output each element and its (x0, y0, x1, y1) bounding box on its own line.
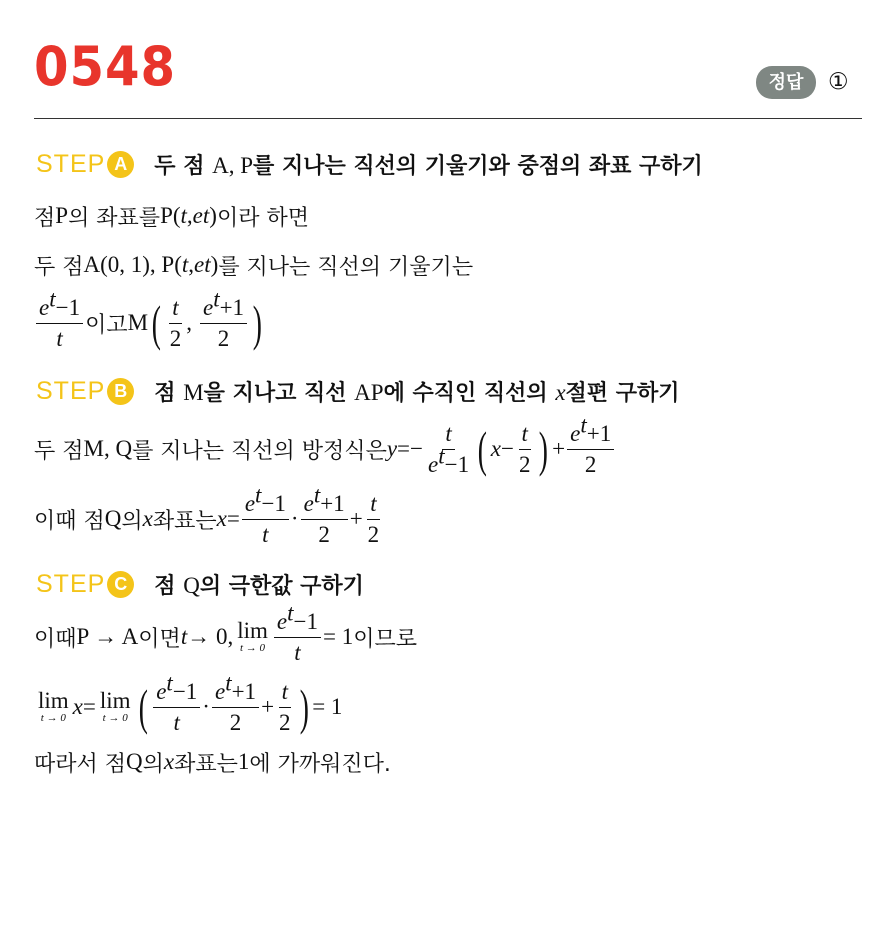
t-half-fraction (276, 679, 294, 735)
math-var: e (39, 295, 50, 321)
math: − (410, 436, 424, 461)
exponent: t (313, 482, 321, 508)
limit-operator (38, 689, 69, 725)
text: 두 점 (34, 254, 84, 280)
solution-line-8 (34, 744, 391, 780)
limit-operator (237, 619, 268, 655)
step-b-heading (36, 373, 679, 409)
math-var: e (214, 679, 226, 705)
math-var: x (216, 506, 227, 531)
lim-subscript: t → 0 (40, 711, 66, 724)
text: 따라서 점 (34, 751, 127, 777)
midpoint-y-fraction (212, 670, 259, 735)
text: 를 지나는 직선의 기울기는 (218, 254, 474, 280)
math-var: e (303, 491, 314, 517)
math-var: t (173, 709, 180, 735)
math-var: e (244, 491, 256, 517)
math: 2 (169, 325, 182, 351)
text: 좌표는 (174, 751, 238, 777)
step-label: STEP (36, 149, 106, 178)
close-paren: ) (299, 679, 309, 735)
math: · (290, 506, 299, 531)
step-label: STEP (36, 569, 106, 598)
t-half-fraction (365, 491, 383, 547)
math-var: e (202, 295, 214, 321)
exponent: t (213, 286, 220, 312)
math: 2 (279, 709, 291, 735)
text: 이고 (85, 312, 128, 338)
math-var: t (521, 421, 528, 447)
text: 에 가까워진다. (249, 751, 391, 777)
math-var: x (555, 379, 566, 405)
math-var: x (142, 506, 153, 531)
math: A(0, 1), P( (83, 252, 182, 277)
header-rule (34, 118, 862, 119)
lim-word: lim (99, 687, 131, 713)
text: 의 (142, 751, 164, 777)
math: = (226, 506, 240, 531)
text: 이때 점 (34, 508, 105, 534)
step-a-badge: A (107, 151, 134, 178)
slope-fraction (153, 670, 200, 735)
text: 점 (154, 573, 184, 599)
exponent: t (287, 600, 294, 626)
step-a-title-text-2: 를 지나는 직선의 기울기와 중점의 좌표 구하기 (253, 153, 703, 179)
math: , (186, 203, 193, 228)
math: , (188, 252, 195, 277)
math-var: t (56, 325, 63, 351)
text: 이라 하면 (216, 205, 309, 231)
math: + (349, 506, 363, 531)
exponent: t (438, 442, 445, 468)
solution-line-4 (34, 412, 616, 480)
lim-word: lim (237, 617, 268, 643)
midpoint-x-fraction (167, 295, 185, 351)
open-paren: ( (477, 421, 488, 477)
math-var: t (262, 521, 269, 547)
text: 의 극한값 구하기 (199, 573, 364, 599)
midpoint-y-fraction (200, 286, 247, 351)
math-var: x (72, 694, 83, 719)
exponent: t (580, 412, 587, 438)
text: 이므로 (353, 626, 417, 652)
text: 을 지나고 직선 (203, 380, 355, 406)
math: 2 (318, 521, 330, 547)
close-paren: ) (539, 421, 549, 477)
text: 의 (121, 508, 143, 534)
text: 이때 (34, 626, 77, 652)
math: −1 (172, 679, 198, 705)
math: ) (210, 252, 219, 277)
step-a-title (154, 149, 702, 180)
exponent: t (166, 670, 173, 696)
math-var: x (490, 436, 501, 461)
math: +1 (219, 295, 245, 321)
slope-fraction (274, 600, 321, 665)
math: −1 (55, 295, 81, 321)
math: = 1 (322, 624, 354, 649)
step-c-badge: C (107, 571, 134, 598)
math-var: e (276, 609, 288, 635)
slope-fraction (242, 482, 289, 547)
step-a-heading (36, 146, 703, 182)
math: = (82, 694, 96, 719)
solution-line-1: 점 P 의 좌표를 P( t , e t ) 이라 하면 (34, 198, 309, 234)
lim-subscript: t → 0 (240, 641, 266, 654)
open-paren: ( (151, 295, 161, 351)
step-a-title-text: 두 점 (154, 153, 213, 179)
math: Q (183, 572, 200, 598)
math-var: t (370, 491, 377, 517)
answer-badge: 정답 (756, 66, 816, 99)
solution-line-6 (34, 600, 417, 666)
math-var: e (570, 421, 581, 447)
math: −1 (293, 609, 318, 635)
math-var: e (194, 252, 205, 277)
text: 점 (34, 205, 56, 231)
step-a-title-math: A, P (212, 152, 254, 178)
math: −1 (261, 491, 286, 517)
math: · (202, 694, 210, 719)
math: Q (104, 506, 122, 531)
text: 를 지나는 직선의 방정식은 (132, 438, 387, 464)
problem-number: 0548 (34, 35, 176, 98)
text: 좌표는 (152, 508, 217, 534)
math: 2 (367, 521, 380, 547)
math: M (127, 310, 149, 335)
math: 1 (237, 749, 250, 774)
math: 2 (518, 451, 531, 477)
lim-word: lim (38, 687, 69, 713)
math: + (552, 436, 566, 461)
midpoint-y-fraction (301, 482, 348, 547)
math-var: t (180, 624, 188, 649)
text: 의 좌표를 (68, 205, 161, 231)
exponent: t (225, 670, 232, 696)
math: P → A (76, 624, 139, 649)
exponent: t (255, 482, 262, 508)
math: ) (209, 203, 217, 228)
step-c-heading (36, 566, 364, 602)
math: , (186, 310, 192, 335)
step-b-title (154, 376, 679, 407)
math-var: t (281, 679, 288, 705)
exponent: t (49, 286, 56, 312)
math: +1 (231, 679, 257, 705)
math: → 0, (187, 624, 234, 649)
math-var: e (156, 679, 167, 705)
math: = 1 (312, 694, 343, 719)
math-var: e (428, 451, 439, 477)
math-var: t (180, 203, 187, 228)
math: +1 (586, 421, 612, 447)
solution-line-3 (34, 286, 266, 354)
solution-line-7 (34, 670, 343, 738)
math-var: e (192, 203, 203, 228)
open-paren: ( (138, 679, 148, 735)
close-paren: ) (252, 295, 262, 351)
math: − (500, 436, 514, 461)
math-var: t (172, 295, 179, 321)
math: +1 (320, 491, 345, 517)
limit-operator (100, 689, 131, 725)
text: 두 점 (34, 438, 84, 464)
math-var: y (386, 436, 398, 461)
math-var: t (445, 421, 452, 447)
math: 2 (217, 325, 230, 351)
step-label: STEP (36, 376, 106, 405)
text: 절편 구하기 (565, 380, 680, 406)
solution-line-5 (34, 482, 384, 550)
math: −1 (444, 451, 470, 477)
text: 에 수직인 직선의 (383, 380, 556, 406)
math: P( (160, 203, 181, 228)
midpoint-y-fraction (567, 412, 614, 477)
answer-value: ① (828, 69, 849, 95)
slope-fraction (36, 286, 83, 351)
math: M, Q (83, 436, 133, 461)
math: AP (354, 379, 384, 405)
math: 2 (229, 709, 242, 735)
math: M (183, 379, 204, 405)
perp-slope-fraction (425, 421, 472, 477)
math: P (55, 203, 69, 228)
math-var: t (181, 252, 189, 277)
math: Q (126, 749, 143, 774)
math-var: t (294, 639, 301, 665)
step-c-title (154, 569, 364, 600)
t-half-fraction (516, 421, 534, 477)
text: 점 (154, 380, 184, 406)
text: 이면 (138, 626, 181, 652)
lim-subscript: t → 0 (102, 711, 128, 724)
step-b-badge: B (107, 378, 134, 405)
math: = (397, 436, 411, 461)
math-var: x (163, 749, 175, 774)
solution-line-2: 두 점 A(0, 1), P( t , e t ) 를 지나는 직선의 기울기는 (34, 247, 473, 283)
math: 2 (584, 451, 597, 477)
math: + (261, 694, 275, 719)
